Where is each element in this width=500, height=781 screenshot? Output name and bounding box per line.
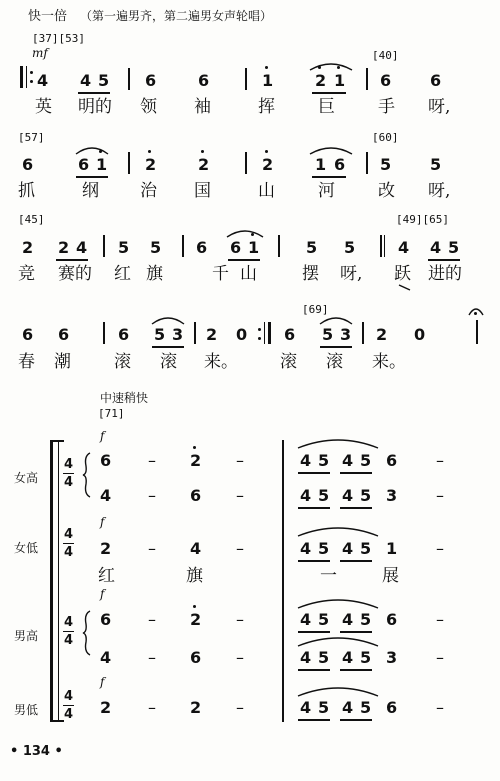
lyric: 领 bbox=[140, 97, 157, 117]
underline-beam bbox=[56, 259, 88, 261]
lyric: 河 bbox=[318, 181, 335, 201]
lyric: 山 bbox=[240, 264, 257, 284]
note: 4 bbox=[300, 486, 312, 505]
underline-beam bbox=[298, 631, 330, 633]
note: 5 bbox=[360, 648, 372, 667]
repeat-start-thick-bar bbox=[20, 66, 23, 88]
note: 5 bbox=[380, 155, 392, 174]
lyric: 旗 bbox=[186, 566, 203, 586]
note: 0 bbox=[236, 325, 248, 344]
note: 4 bbox=[80, 71, 92, 90]
note: 2 bbox=[262, 155, 274, 174]
underline-beam bbox=[428, 259, 460, 261]
note: 4 bbox=[342, 698, 354, 717]
high-octave-dot bbox=[318, 66, 321, 69]
note: 2 bbox=[190, 610, 202, 629]
note: 1 bbox=[334, 71, 346, 90]
dash: – bbox=[436, 698, 444, 717]
slur bbox=[296, 684, 380, 698]
system-bracket bbox=[50, 440, 53, 722]
underline-beam bbox=[340, 631, 372, 633]
time-sig-top: 4 bbox=[64, 527, 74, 542]
barline bbox=[128, 68, 130, 90]
note: 1 bbox=[262, 71, 274, 90]
note: 4 bbox=[300, 451, 312, 470]
note: 6 bbox=[430, 71, 442, 90]
slur bbox=[296, 634, 380, 648]
lyric: 赛的 bbox=[58, 264, 92, 284]
dash: – bbox=[236, 648, 244, 667]
lyric: 呀, bbox=[428, 97, 451, 117]
note: 2 bbox=[100, 539, 112, 558]
barline bbox=[380, 235, 382, 257]
lyric: 旗 bbox=[146, 264, 163, 284]
bracket-cap-top bbox=[50, 440, 64, 442]
note: 5 bbox=[98, 71, 110, 90]
dash: – bbox=[436, 648, 444, 667]
note: 3 bbox=[340, 325, 352, 344]
note: 5 bbox=[448, 238, 460, 257]
underline-beam bbox=[320, 346, 352, 348]
high-octave-dot bbox=[193, 446, 196, 449]
note: 2 bbox=[145, 155, 157, 174]
barline bbox=[384, 235, 385, 257]
dynamic-f: f bbox=[100, 515, 105, 529]
note: 6 bbox=[190, 486, 202, 505]
barline bbox=[245, 68, 247, 90]
lyric: 挥 bbox=[258, 97, 275, 117]
lyric: 滚 bbox=[160, 352, 177, 372]
time-sig-line bbox=[63, 543, 74, 544]
lyric: 英 bbox=[35, 97, 52, 117]
note: 4 bbox=[100, 486, 112, 505]
note: 2 bbox=[58, 238, 70, 257]
dynamic-f: f bbox=[100, 587, 105, 601]
lyric: 滚 bbox=[114, 352, 131, 372]
note: 5 bbox=[360, 486, 372, 505]
note: 5 bbox=[318, 648, 330, 667]
repeat-dot bbox=[258, 337, 261, 340]
note: 4 bbox=[300, 539, 312, 558]
note: 4 bbox=[300, 610, 312, 629]
note: 3 bbox=[172, 325, 184, 344]
bracket-cap-bottom bbox=[50, 720, 64, 722]
note: 6 bbox=[196, 238, 208, 257]
time-sig-line bbox=[63, 473, 74, 474]
note: 4 bbox=[342, 610, 354, 629]
lyric: 改 bbox=[378, 181, 395, 201]
note: 2 bbox=[376, 325, 388, 344]
time-sig-top: 4 bbox=[64, 457, 74, 472]
note: 4 bbox=[342, 648, 354, 667]
note: 2 bbox=[206, 325, 218, 344]
tempo-marking-section2: 中速稍快 bbox=[100, 391, 149, 405]
dash: – bbox=[236, 451, 244, 470]
lyric: 来。 bbox=[372, 352, 406, 372]
note: 6 bbox=[334, 155, 346, 174]
lyric: 纲 bbox=[82, 181, 99, 201]
lyric: 明的 bbox=[78, 97, 112, 117]
note: 3 bbox=[386, 648, 398, 667]
note: 4 bbox=[342, 539, 354, 558]
part-label-soprano: 女高 bbox=[14, 471, 39, 485]
underline-beam bbox=[340, 719, 372, 721]
note: 6 bbox=[100, 451, 112, 470]
lyric: 一 bbox=[320, 566, 337, 586]
lyric: 滚 bbox=[280, 352, 297, 372]
voice-brace-icon bbox=[82, 452, 92, 498]
lyric: 潮 bbox=[54, 352, 71, 372]
note: 5 bbox=[118, 238, 130, 257]
voice-brace-icon bbox=[82, 610, 92, 656]
note: 5 bbox=[360, 451, 372, 470]
lyric: 袖 bbox=[194, 97, 211, 117]
barline bbox=[128, 152, 130, 174]
lyric: 进的 bbox=[428, 264, 462, 284]
dynamic-f: f bbox=[100, 429, 105, 443]
barline bbox=[362, 322, 364, 344]
rehearsal-mark-45: [45] bbox=[18, 213, 45, 226]
note: 6 bbox=[190, 648, 202, 667]
note: 0 bbox=[414, 325, 426, 344]
barline bbox=[282, 440, 284, 722]
underline-beam bbox=[76, 176, 108, 178]
dash: – bbox=[236, 610, 244, 629]
barline bbox=[245, 152, 247, 174]
dash: – bbox=[148, 698, 156, 717]
note: 1 bbox=[96, 155, 108, 174]
slur bbox=[296, 596, 380, 610]
time-sig-bottom: 4 bbox=[64, 707, 74, 722]
barline bbox=[366, 152, 368, 174]
note: 6 bbox=[58, 325, 70, 344]
part-label-bass: 男低 bbox=[14, 703, 39, 717]
lyric: 跃 bbox=[394, 264, 411, 284]
underline-beam bbox=[312, 176, 346, 178]
high-octave-dot bbox=[265, 66, 268, 69]
note: 4 bbox=[300, 698, 312, 717]
note: 6 bbox=[230, 238, 242, 257]
lyric: 展 bbox=[382, 566, 399, 586]
note: 5 bbox=[318, 698, 330, 717]
note: 5 bbox=[150, 238, 162, 257]
note: 5 bbox=[318, 486, 330, 505]
dash: – bbox=[436, 610, 444, 629]
dash: – bbox=[148, 451, 156, 470]
dash: – bbox=[148, 648, 156, 667]
repeat-end-thin-bar bbox=[264, 322, 265, 344]
dash: – bbox=[436, 539, 444, 558]
underline-beam bbox=[152, 346, 184, 348]
rehearsal-mark-49-65: [49][65] bbox=[396, 213, 449, 226]
underline-beam bbox=[340, 560, 372, 562]
underline-beam bbox=[298, 507, 330, 509]
underline-beam bbox=[340, 669, 372, 671]
high-octave-dot bbox=[193, 605, 196, 608]
dash: – bbox=[148, 539, 156, 558]
note: 6 bbox=[380, 71, 392, 90]
note: 4 bbox=[300, 648, 312, 667]
time-sig-top: 4 bbox=[64, 615, 74, 630]
high-octave-dot bbox=[251, 233, 254, 236]
time-sig-line bbox=[63, 705, 74, 706]
note: 5 bbox=[360, 610, 372, 629]
note: 5 bbox=[360, 539, 372, 558]
note: 4 bbox=[342, 451, 354, 470]
repeat-dot bbox=[258, 328, 261, 331]
note: 4 bbox=[430, 238, 442, 257]
rehearsal-mark-60: [60] bbox=[372, 131, 399, 144]
note: 4 bbox=[76, 238, 88, 257]
dash: – bbox=[236, 698, 244, 717]
underline-beam bbox=[228, 259, 260, 261]
high-octave-dot bbox=[148, 150, 151, 153]
underline-beam bbox=[298, 719, 330, 721]
note: 4 bbox=[100, 648, 112, 667]
time-sig-bottom: 4 bbox=[64, 475, 74, 490]
rehearsal-mark-37-53: [37][53] bbox=[32, 32, 85, 45]
barline bbox=[103, 235, 105, 257]
lyric: 山 bbox=[258, 181, 275, 201]
note: 6 bbox=[284, 325, 296, 344]
lyric: 红 bbox=[98, 566, 115, 586]
dynamic-mf: mf bbox=[32, 46, 48, 60]
dash: – bbox=[148, 610, 156, 629]
part-label-tenor: 男高 bbox=[14, 629, 39, 643]
slur bbox=[296, 524, 380, 538]
tempo-marking: 快一倍 bbox=[28, 9, 68, 24]
note: 6 bbox=[78, 155, 90, 174]
dash: – bbox=[436, 486, 444, 505]
note: 4 bbox=[37, 71, 49, 90]
lyric: 来。 bbox=[204, 352, 238, 372]
slur bbox=[296, 436, 380, 450]
note: 6 bbox=[386, 698, 398, 717]
dash: – bbox=[236, 539, 244, 558]
note: 5 bbox=[322, 325, 334, 344]
note: 5 bbox=[344, 238, 356, 257]
note: 5 bbox=[318, 610, 330, 629]
page-number: • 134 • bbox=[10, 744, 63, 759]
time-sig-bottom: 4 bbox=[64, 545, 74, 560]
lyric: 摆 bbox=[302, 264, 319, 284]
note: 5 bbox=[318, 539, 330, 558]
note: 6 bbox=[386, 451, 398, 470]
barline bbox=[366, 68, 368, 90]
breath-mark bbox=[398, 284, 412, 292]
lyric: 手 bbox=[378, 97, 395, 117]
note: 2 bbox=[22, 238, 34, 257]
fermata-dot bbox=[474, 312, 477, 315]
repeat-end-thick-bar bbox=[268, 322, 271, 344]
rehearsal-mark-69: [69] bbox=[302, 303, 329, 316]
note: 5 bbox=[360, 698, 372, 717]
dash: – bbox=[236, 486, 244, 505]
note: 2 bbox=[190, 451, 202, 470]
repeat-dot bbox=[30, 71, 33, 74]
rehearsal-mark-71: [71] bbox=[98, 407, 125, 420]
note: 6 bbox=[198, 71, 210, 90]
note: 6 bbox=[386, 610, 398, 629]
high-octave-dot bbox=[99, 150, 102, 153]
time-sig-bottom: 4 bbox=[64, 633, 74, 648]
performance-note: （第一遍男齐，第二遍男女声轮唱） bbox=[80, 9, 273, 23]
underline-beam bbox=[312, 92, 346, 94]
underline-beam bbox=[78, 92, 110, 94]
lyric: 春 bbox=[18, 352, 35, 372]
underline-beam bbox=[340, 507, 372, 509]
note: 6 bbox=[118, 325, 130, 344]
note: 5 bbox=[430, 155, 442, 174]
note: 4 bbox=[398, 238, 410, 257]
note: 2 bbox=[190, 698, 202, 717]
lyric: 滚 bbox=[326, 352, 343, 372]
dynamic-f: f bbox=[100, 675, 105, 689]
lyric: 红 bbox=[114, 264, 131, 284]
note: 2 bbox=[100, 698, 112, 717]
note: 5 bbox=[306, 238, 318, 257]
lyric: 治 bbox=[140, 181, 157, 201]
high-octave-dot bbox=[265, 150, 268, 153]
dash: – bbox=[436, 451, 444, 470]
rehearsal-mark-57: [57] bbox=[18, 131, 45, 144]
lyric: 抓 bbox=[18, 181, 35, 201]
lyric: 国 bbox=[194, 181, 211, 201]
note: 3 bbox=[386, 486, 398, 505]
barline bbox=[103, 322, 105, 344]
note: 5 bbox=[318, 451, 330, 470]
rehearsal-mark-40: [40] bbox=[372, 49, 399, 62]
system-bracket-inner bbox=[58, 440, 59, 722]
underline-beam bbox=[340, 472, 372, 474]
time-sig-top: 4 bbox=[64, 689, 74, 704]
note: 6 bbox=[100, 610, 112, 629]
high-octave-dot bbox=[337, 66, 340, 69]
time-sig-line bbox=[63, 631, 74, 632]
lyric: 呀, bbox=[428, 181, 451, 201]
note: 2 bbox=[315, 71, 327, 90]
lyric: 巨 bbox=[318, 97, 335, 117]
note: 6 bbox=[22, 325, 34, 344]
note: 1 bbox=[248, 238, 260, 257]
barline bbox=[194, 322, 196, 344]
final-barline bbox=[476, 320, 478, 344]
part-label-alto: 女低 bbox=[14, 541, 39, 555]
note: 1 bbox=[315, 155, 327, 174]
note: 6 bbox=[22, 155, 34, 174]
repeat-dot bbox=[30, 80, 33, 83]
lyric: 竞 bbox=[18, 264, 35, 284]
lyric: 呀, bbox=[340, 264, 363, 284]
barline bbox=[278, 235, 280, 257]
repeat-start-thin-bar bbox=[26, 66, 27, 88]
underline-beam bbox=[298, 472, 330, 474]
underline-beam bbox=[298, 560, 330, 562]
note: 6 bbox=[145, 71, 157, 90]
lyric: 千 bbox=[212, 264, 229, 284]
note: 5 bbox=[154, 325, 166, 344]
note: 1 bbox=[386, 539, 398, 558]
note: 4 bbox=[190, 539, 202, 558]
barline bbox=[182, 235, 184, 257]
underline-beam bbox=[298, 669, 330, 671]
high-octave-dot bbox=[201, 150, 204, 153]
note: 4 bbox=[342, 486, 354, 505]
dash: – bbox=[148, 486, 156, 505]
note: 2 bbox=[198, 155, 210, 174]
